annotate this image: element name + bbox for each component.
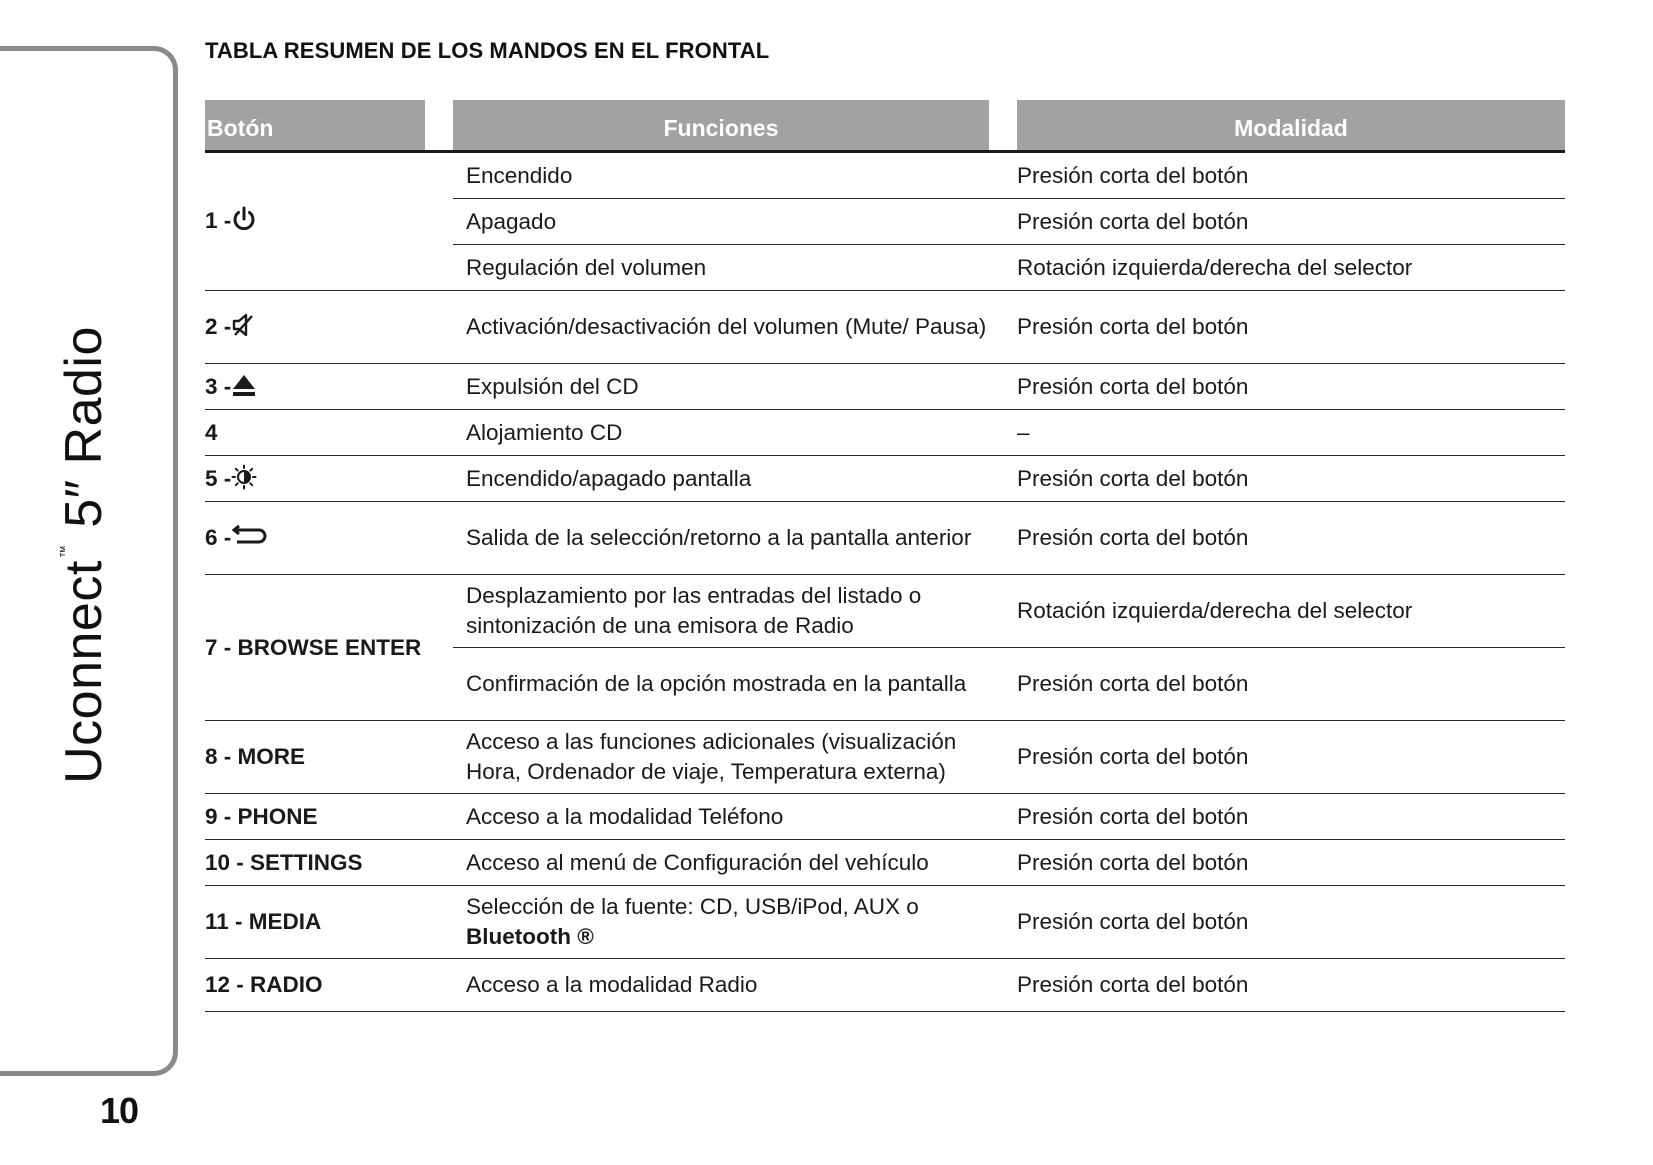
mode-cell: Rotación izquierda/derecha del selector (1017, 575, 1565, 648)
button-cell-12: 12 - RADIO (205, 959, 453, 1012)
table-row (205, 794, 1565, 840)
function-cell: Selección de la fuente: CD, USB/iPod, AUX o Bluetooth ® (453, 886, 1017, 959)
mode-cell: – (1017, 410, 1565, 456)
table-row (205, 575, 1565, 648)
power-icon (231, 206, 257, 234)
mode-cell: Presión corta del botón (1017, 648, 1565, 721)
controls-table (205, 100, 1565, 1012)
button-cell-9: 9 - PHONE (205, 794, 453, 840)
table-row (205, 291, 1565, 364)
mode-cell: Presión corta del botón (1017, 364, 1565, 410)
function-cell: Acceso a las funciones adicionales (visualización Hora, Ordenador de viaje, Temperatura externa) (453, 721, 1017, 794)
function-cell: Activación/desactivación del volumen (Mute/ Pausa) (453, 291, 1017, 364)
table-row (205, 840, 1565, 886)
table-row (205, 959, 1565, 1012)
button-cell-10: 10 - SETTINGS (205, 840, 453, 886)
mode-cell: Presión corta del botón (1017, 291, 1565, 364)
button-cell-1: 1 - (205, 152, 453, 291)
mode-cell: Presión corta del botón (1017, 502, 1565, 575)
button-cell-7: 7 - BROWSE ENTER (205, 575, 453, 721)
eject-icon (231, 372, 257, 398)
table-row (205, 456, 1565, 502)
function-cell: Encendido/apagado pantalla (453, 456, 1017, 502)
button-cell-11: 11 - MEDIA (205, 886, 453, 959)
table-row (205, 152, 1565, 199)
mode-cell: Presión corta del botón (1017, 840, 1565, 886)
function-cell: Salida de la selección/retorno a la pantalla anterior (453, 502, 1017, 575)
function-cell: Regulación del volumen (453, 245, 1017, 291)
button-cell-3: 3 - (205, 364, 453, 410)
button-cell-6: 6 - (205, 502, 453, 575)
function-cell: Expulsión del CD (453, 364, 1017, 410)
mute-icon (231, 312, 255, 338)
table-row (205, 364, 1565, 410)
function-cell: Apagado (453, 199, 1017, 245)
mode-cell: Presión corta del botón (1017, 456, 1565, 502)
table-row (205, 502, 1565, 575)
button-cell-2: 2 - (205, 291, 453, 364)
mode-cell: Rotación izquierda/derecha del selector (1017, 245, 1565, 291)
table-row (205, 721, 1565, 794)
side-title (0, 0, 168, 1030)
function-cell: Confirmación de la opción mostrada en la pantalla (453, 648, 1017, 721)
table-row (205, 886, 1565, 959)
header-funciones: Funciones (453, 100, 1017, 152)
function-cell: Acceso a la modalidad Teléfono (453, 794, 1017, 840)
function-cell: Acceso al menú de Configuración del vehículo (453, 840, 1017, 886)
function-cell: Desplazamiento por las entradas del listado o sintonización de una emisora de Radio (453, 575, 1017, 648)
mode-cell: Presión corta del botón (1017, 794, 1565, 840)
side-title-text: Uconnect™ 5″ Radio (55, 326, 113, 784)
mode-cell: Presión corta del botón (1017, 959, 1565, 1012)
table-header-row (205, 100, 1565, 152)
header-modalidad: Modalidad (1017, 100, 1565, 152)
header-boton: Botón (205, 100, 453, 152)
page-number: 10 (100, 1090, 139, 1131)
button-cell-4: 4 (205, 410, 453, 456)
table-row (205, 410, 1565, 456)
function-cell: Acceso a la modalidad Radio (453, 959, 1017, 1012)
section-heading: TABLA RESUMEN DE LOS MANDOS EN EL FRONTAL (205, 38, 770, 63)
mode-cell: Presión corta del botón (1017, 199, 1565, 245)
mode-cell: Presión corta del botón (1017, 721, 1565, 794)
back-arrow-icon (231, 525, 267, 547)
button-cell-8: 8 - MORE (205, 721, 453, 794)
function-cell: Alojamiento CD (453, 410, 1017, 456)
mode-cell: Presión corta del botón (1017, 152, 1565, 199)
function-cell: Encendido (453, 152, 1017, 199)
mode-cell: Presión corta del botón (1017, 886, 1565, 959)
button-cell-5: 5 - (205, 456, 453, 502)
brightness-icon (231, 464, 257, 490)
